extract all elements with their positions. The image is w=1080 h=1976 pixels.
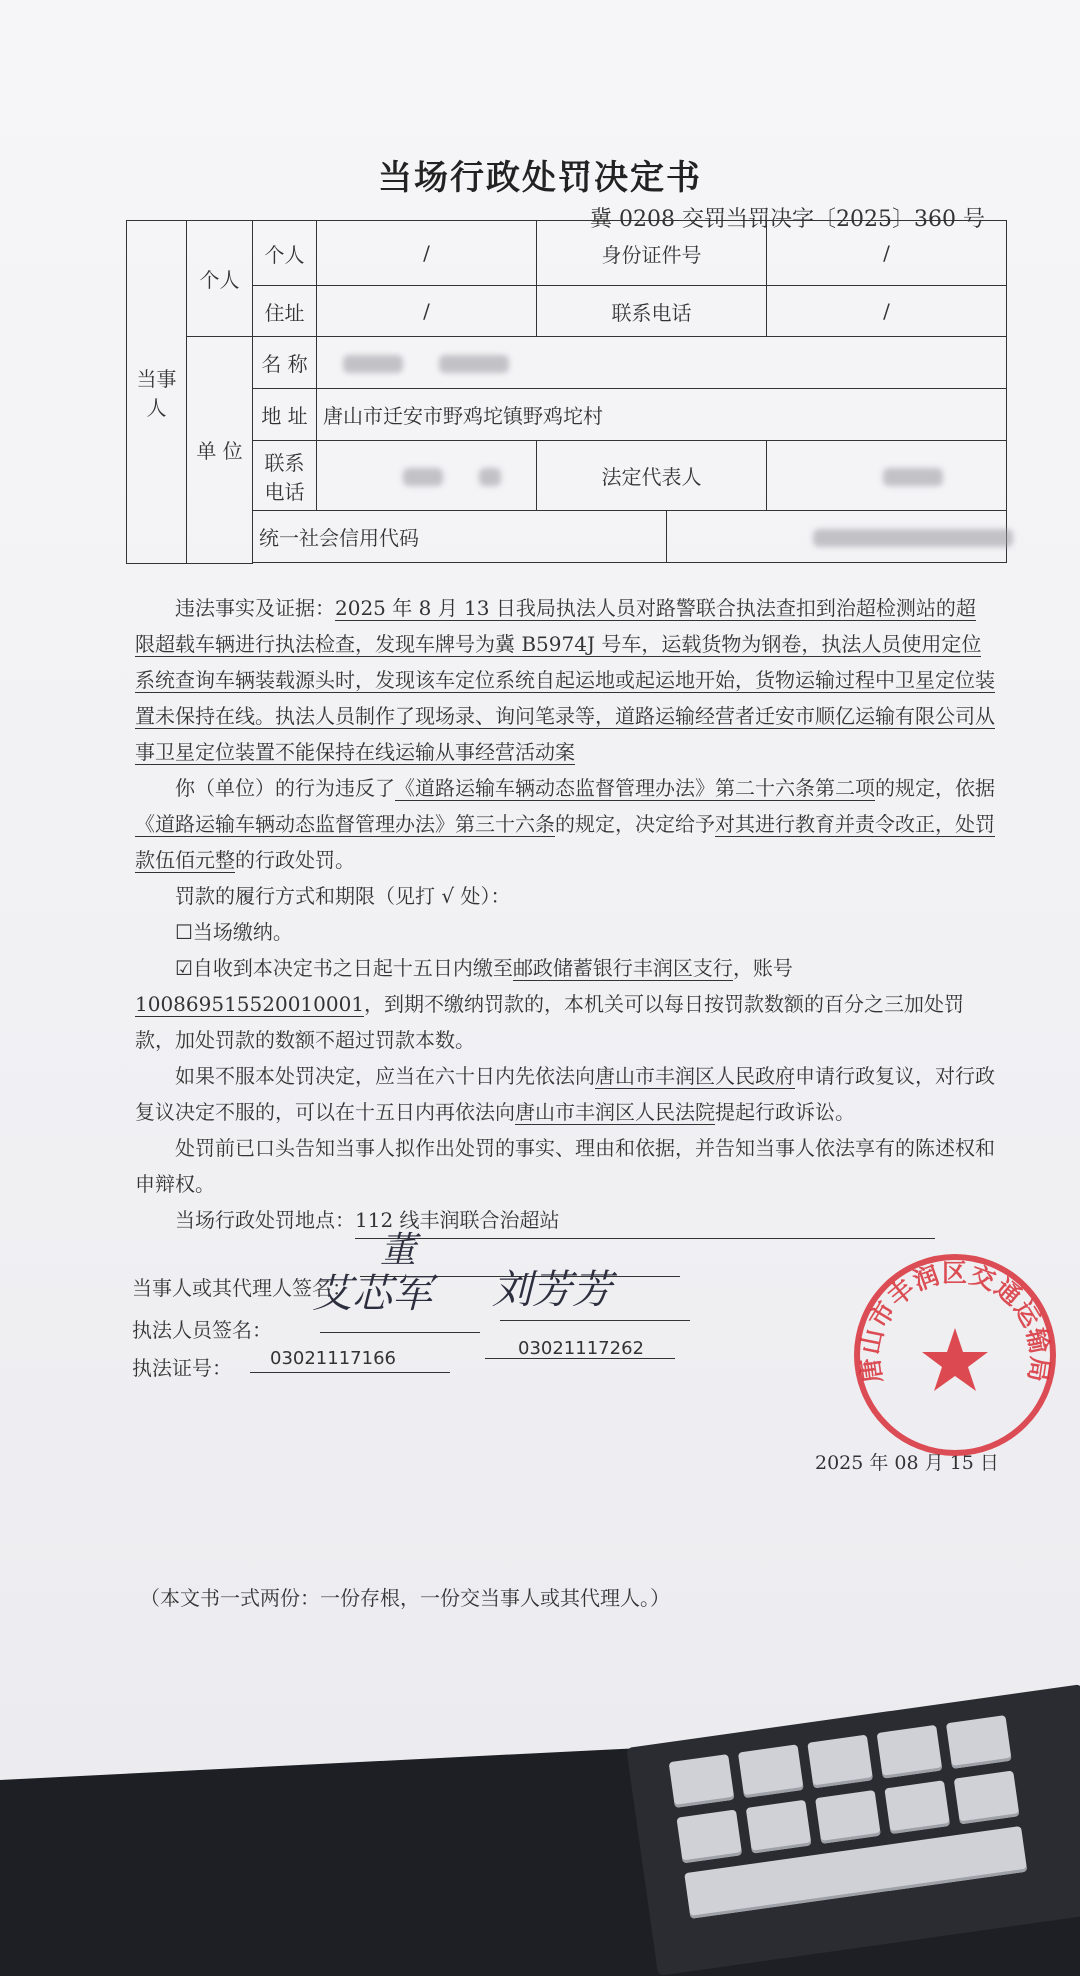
payment-option-2-text: ☑自收到本决定书之日起十五日内缴至 bbox=[175, 956, 513, 980]
notice-paragraph: 处罚前已口头告知当事人拟作出处罚的事实、理由和依据，并告知当事人依法享有的陈述权和申辩权。 bbox=[135, 1136, 995, 1196]
payment-heading: 罚款的履行方式和期限（见打 √ 处）： bbox=[175, 884, 511, 908]
review-authority: 唐山市丰润区人民政府 bbox=[595, 1064, 795, 1088]
appeal-text-1: 如果不服本处罚决定，应当在六十日内先依法向 bbox=[175, 1064, 595, 1088]
payment-option-2 bbox=[135, 950, 995, 1058]
document-title: 当场行政处罚决定书 bbox=[378, 158, 702, 198]
location-value: 112 线丰润联合治超站 bbox=[355, 1202, 935, 1239]
basis-law: 《道路运输车辆动态监督管理办法》第三十六条 bbox=[135, 812, 555, 836]
facts-lead: 违法事实及证据： bbox=[175, 596, 335, 620]
unit-phone-redacted bbox=[317, 441, 537, 511]
individual-phone-value: / bbox=[767, 286, 1007, 336]
unit-phone-label: 联系电话 bbox=[253, 441, 317, 511]
cert-line-1 bbox=[250, 1372, 450, 1373]
cert-line-2 bbox=[485, 1358, 675, 1359]
account-label: ，账号 bbox=[732, 956, 793, 980]
unit-label: 单 位 bbox=[187, 336, 253, 563]
facts-text: 2025 年 8 月 13 日我局执法人员对路警联合执法查扣到治超检测站的超限超载车辆进行执法检查，发现车牌号为冀 B5974J 号车，运载货物为钢卷，执法人员使用定位系统查询车辆装载源头时，发现该车定位系统自起运地或起运地开始，货物运输过程中卫星定位装置未保持在线。执法人员制作了现场录、询问笔录等，道路运输经营者迁安市顺亿运输有限公司从事卫星定位装置不能保持在线运输从事经营活动案 bbox=[135, 596, 995, 764]
id-value: / bbox=[767, 221, 1007, 286]
issue-date: 2025 年 08 月 15 日 bbox=[815, 1452, 999, 1474]
legal-rep-redacted bbox=[767, 441, 1007, 511]
individual-label: 个人 bbox=[187, 221, 253, 337]
legal-rep-label: 法定代表人 bbox=[537, 441, 767, 511]
id-label: 身份证件号 bbox=[537, 221, 767, 286]
party-signature-handwriting: 艾芯军 bbox=[312, 1271, 432, 1317]
individual-address-label: 住址 bbox=[253, 286, 317, 336]
cert-number-2: 03021117262 bbox=[518, 1338, 644, 1359]
appeal-text-2: 申请行政复议，对行政复议决定不服的，可以在十五日内再依法向 bbox=[135, 1064, 995, 1124]
footer-note: （本文书一式两份：一份存根，一份交当事人或其代理人。） bbox=[140, 1586, 670, 1610]
unit-name-label: 名 称 bbox=[253, 336, 317, 388]
officer-signature-line-2 bbox=[500, 1320, 690, 1321]
officer-signature-handwriting: 刘芳芳 bbox=[492, 1267, 612, 1313]
penalty: 对其进行教育并责令改正，处罚款伍佰元整 bbox=[135, 812, 995, 872]
unit-name-redacted bbox=[317, 336, 1007, 388]
official-seal bbox=[850, 1250, 1060, 1460]
officer-signature-line-1 bbox=[320, 1332, 480, 1333]
party-signature-label: 当事人或其代理人签名： bbox=[132, 1276, 352, 1300]
credit-code-label: 统一社会信用代码 bbox=[253, 511, 667, 563]
party-info-table bbox=[126, 220, 1007, 564]
handwritten-mark: 董 bbox=[380, 1230, 417, 1271]
violation-text-2: 的规定，依据 bbox=[875, 776, 995, 800]
court-name: 唐山市丰润区人民法院 bbox=[515, 1100, 715, 1124]
violated-law: 《道路运输车辆动态监督管理办法》第二十六条第二项 bbox=[395, 776, 875, 800]
decision-body bbox=[135, 590, 995, 1239]
unit-address-label: 地 址 bbox=[253, 388, 317, 440]
cert-label: 执法证号： bbox=[132, 1356, 232, 1380]
violation-text-3: 的规定，决定给予 bbox=[555, 812, 715, 836]
individual-phone-label: 联系电话 bbox=[537, 286, 767, 336]
party-header: 当事人 bbox=[127, 221, 187, 564]
bank-name: 邮政储蓄银行丰润区支行 bbox=[512, 956, 733, 980]
payment-suffix: ，到期不缴纳罚款的，本机关可以每日按罚款数额的百分之三加处罚款，加处罚款的数额不超过罚款本数。 bbox=[135, 992, 965, 1052]
violation-paragraph bbox=[135, 770, 995, 878]
individual-address-value: / bbox=[317, 286, 537, 336]
individual-name-value: / bbox=[317, 221, 537, 286]
account-number: 100869515520010001 bbox=[135, 992, 365, 1016]
location-label: 当场行政处罚地点： bbox=[175, 1208, 355, 1232]
document-number: 冀 0208 交罚当罚决字〔2025〕360 号 bbox=[590, 207, 985, 232]
facts-paragraph bbox=[135, 590, 995, 770]
location-paragraph bbox=[135, 1202, 995, 1239]
svg-text:唐山市丰润区交通运输局: 唐山市丰润区交通运输局 bbox=[855, 1258, 1055, 1385]
appeal-paragraph bbox=[135, 1058, 995, 1130]
violation-text-1: 你（单位）的行为违反了 bbox=[175, 776, 395, 800]
credit-code-redacted bbox=[667, 511, 1007, 563]
appeal-text-3: 提起行政诉讼。 bbox=[715, 1100, 855, 1124]
violation-text-4: 的行政处罚。 bbox=[235, 848, 355, 872]
unit-address-value: 唐山市迁安市野鸡坨镇野鸡坨村 bbox=[317, 388, 1007, 440]
payment-option-1: ☐当场缴纳。 bbox=[175, 920, 293, 944]
cert-number-1: 03021117166 bbox=[270, 1348, 396, 1369]
individual-name-label: 个人 bbox=[253, 221, 317, 286]
officer-signature-label: 执法人员签名： bbox=[132, 1318, 272, 1342]
